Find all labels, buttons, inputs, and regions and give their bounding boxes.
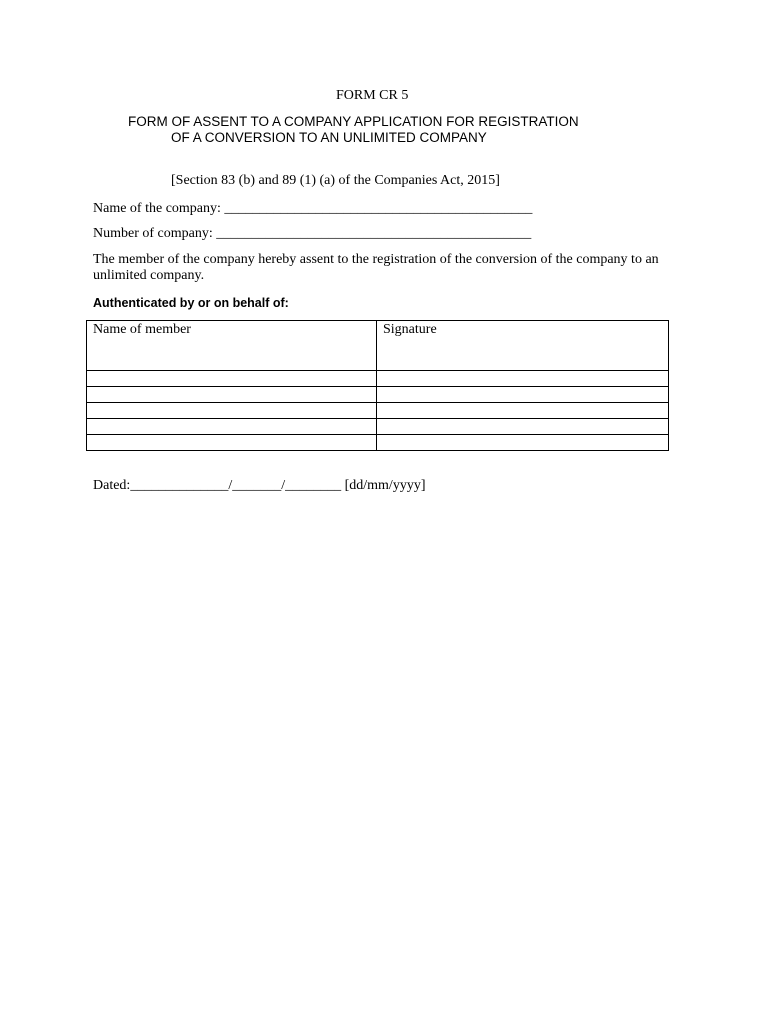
signature-cell[interactable] — [377, 387, 669, 403]
member-name-cell[interactable] — [87, 403, 377, 419]
section-reference: [Section 83 (b) and 89 (1) (a) of the Companies Act, 2015] — [171, 173, 500, 188]
table-row — [87, 387, 669, 403]
company-number-field[interactable]: Number of company: _____________________________________________ — [93, 226, 532, 241]
column-header-signature: Signature — [377, 321, 669, 371]
signature-cell[interactable] — [377, 403, 669, 419]
dated-field[interactable]: Dated:______________/_______/________ [dd/mm/yyyy] — [93, 478, 426, 493]
member-name-cell[interactable] — [87, 371, 377, 387]
table-row — [87, 419, 669, 435]
member-name-cell[interactable] — [87, 387, 377, 403]
form-title-line-2: OF A CONVERSION TO AN UNLIMITED COMPANY — [171, 130, 487, 145]
form-code: FORM CR 5 — [336, 88, 409, 103]
signature-cell[interactable] — [377, 371, 669, 387]
column-header-name-of-member: Name of member — [87, 321, 377, 371]
member-signature-table — [86, 320, 669, 451]
assent-statement: The member of the company hereby assent to the registration of the conversion of the company to an unlimited company. — [93, 252, 659, 283]
member-name-cell[interactable] — [87, 419, 377, 435]
table-row — [87, 403, 669, 419]
table-row — [87, 435, 669, 451]
signature-cell[interactable] — [377, 419, 669, 435]
signature-cell[interactable] — [377, 435, 669, 451]
company-name-field[interactable]: Name of the company: ____________________________________________ — [93, 201, 533, 216]
form-title-line-1: FORM OF ASSENT TO A COMPANY APPLICATION FOR REGISTRATION — [128, 114, 579, 129]
authenticated-label: Authenticated by or on behalf of: — [93, 296, 289, 310]
member-name-cell[interactable] — [87, 435, 377, 451]
table-header-row — [87, 321, 669, 371]
table-row — [87, 371, 669, 387]
